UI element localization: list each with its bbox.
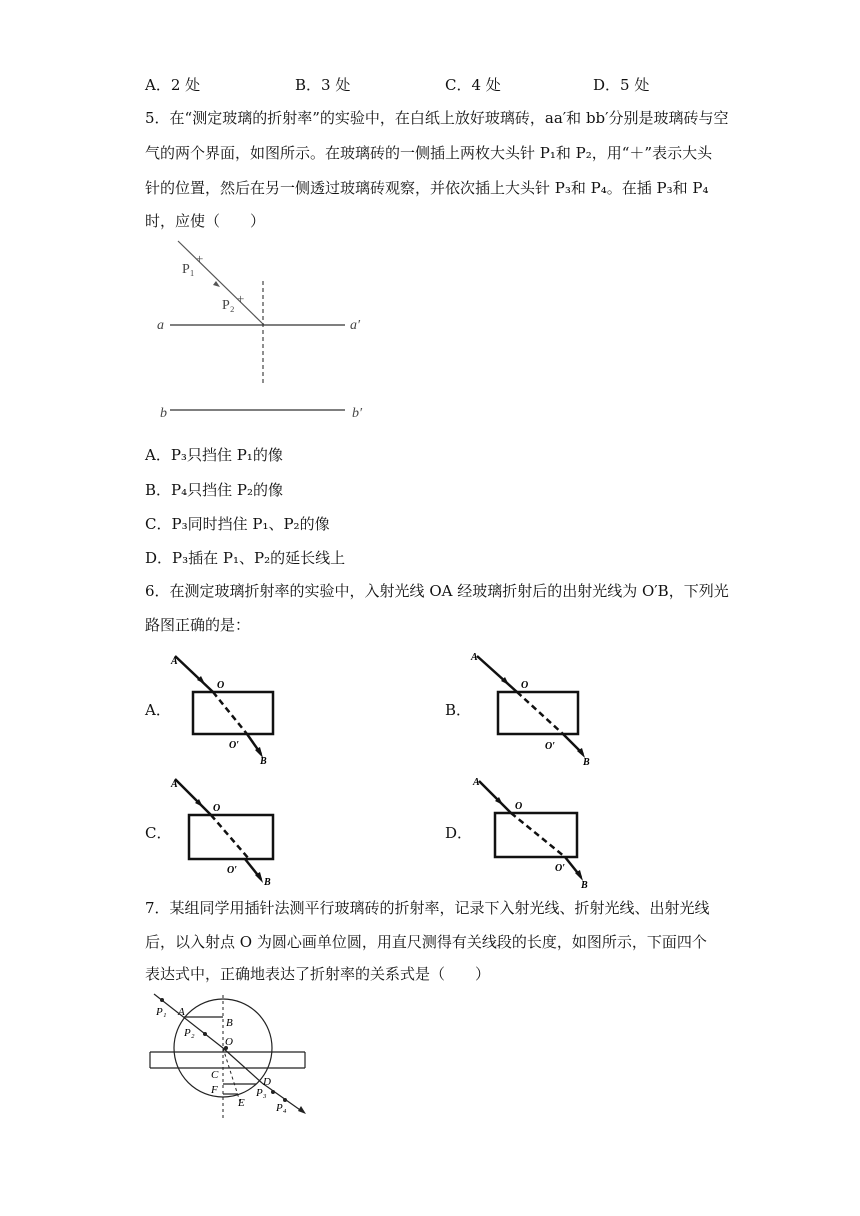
svg-text:+: + <box>237 291 245 306</box>
svg-text:+: + <box>196 251 204 266</box>
q5-option-a: A．P₃只挡住 P₁的像 <box>145 446 283 464</box>
q6-stem-line-1: 6．在测定玻璃折射率的实验中，入射光线 OA 经玻璃折射后的出射光线为 O′B，下列光 <box>145 582 729 600</box>
label-p1: P₁ <box>182 262 195 277</box>
q4-option-b: B．3 处 <box>295 76 351 94</box>
q7-figure <box>140 990 315 1125</box>
q5-option-d: D．P₃插在 P₁、P₂的延长线上 <box>145 549 346 567</box>
q5-option-b: B．P₄只挡住 P₂的像 <box>145 481 284 499</box>
svg-text:O: O <box>217 680 225 691</box>
svg-text:A: A <box>178 1006 185 1018</box>
q6-figure-b <box>465 650 590 765</box>
q6-option-c-label: C． <box>145 824 172 842</box>
label-b-prime: b′ <box>352 406 363 421</box>
svg-text:B: B <box>583 757 590 765</box>
q7-stem-line-3: 表达式中，正确地表达了折射率的关系式是（ ） <box>145 965 491 983</box>
svg-text:C: C <box>211 1069 219 1081</box>
q4-option-d: D．5 处 <box>593 76 650 94</box>
svg-text:O: O <box>521 680 529 691</box>
svg-text:A: A <box>473 777 480 788</box>
svg-text:O′: O′ <box>545 741 556 752</box>
label-a-prime: a′ <box>350 318 361 333</box>
svg-text:P₃: P₃ <box>256 1087 267 1099</box>
svg-text:P₄: P₄ <box>276 1102 287 1114</box>
q5-stem-line-4: 时，应使（ ） <box>145 212 266 230</box>
q6-option-a-label: A． <box>145 701 171 719</box>
svg-text:A: A <box>171 779 178 790</box>
q7-stem-line-1: 7．某组同学用插针法测平行玻璃砖的折射率，记录下入射光线、折射光线、出射光线 <box>145 899 710 917</box>
q4-option-c: C．4 处 <box>445 76 501 94</box>
q6-figure-a <box>165 650 285 765</box>
q7-stem-line-2: 后，以入射点 O 为圆心画单位圆，用直尺测得有关线段的长度，如图所示，下面四个 <box>145 933 707 951</box>
svg-text:P₂: P₂ <box>184 1027 195 1039</box>
q5-stem-line-1: 5．在“测定玻璃的折射率”的实验中，在白纸上放好玻璃砖，aa′和 bb′分别是玻璃砖与空 <box>145 109 729 127</box>
q4-option-a: A．2 处 <box>145 76 201 94</box>
q5-stem-line-3: 针的位置，然后在另一侧透过玻璃砖观察，并依次插上大头针 P₃和 P₄。在插 P₃和 P₄ <box>145 179 709 197</box>
svg-text:E: E <box>238 1097 245 1109</box>
q5-figure <box>150 235 380 425</box>
svg-text:O′: O′ <box>227 865 238 876</box>
svg-text:O: O <box>225 1036 233 1048</box>
svg-text:O′: O′ <box>229 740 240 751</box>
svg-text:O: O <box>515 801 523 812</box>
svg-text:D: D <box>263 1076 271 1088</box>
svg-text:B: B <box>581 880 588 888</box>
svg-text:B: B <box>264 877 271 888</box>
svg-text:A: A <box>471 652 478 663</box>
q5-option-c: C．P₃同时挡住 P₁、P₂的像 <box>145 515 330 533</box>
q6-stem-line-2: 路图正确的是： <box>145 616 251 634</box>
svg-text:P₁: P₁ <box>156 1006 167 1018</box>
q6-figure-c <box>165 773 285 888</box>
svg-text:O: O <box>213 803 221 814</box>
svg-text:B: B <box>226 1017 233 1029</box>
svg-text:F: F <box>211 1084 218 1096</box>
q6-option-d-label: D． <box>445 824 473 842</box>
q5-stem-line-2: 气的两个界面，如图所示。在玻璃砖的一侧插上两枚大头针 P₁和 P₂，用“＋”表示大头 <box>145 144 713 162</box>
q6-figure-d <box>465 773 590 888</box>
q6-option-b-label: B． <box>445 701 472 719</box>
label-p2: P₂ <box>222 298 235 313</box>
svg-text:O′: O′ <box>555 863 566 874</box>
svg-text:B: B <box>260 756 267 765</box>
label-b: b <box>160 406 167 421</box>
label-a: a <box>157 318 164 333</box>
svg-text:A: A <box>171 656 178 667</box>
